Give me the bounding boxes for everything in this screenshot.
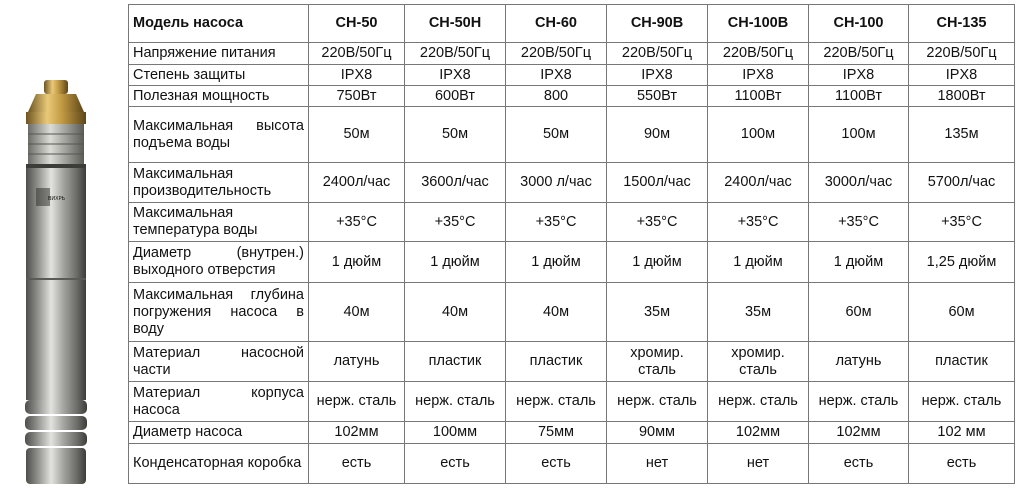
- table-cell: 2400л/час: [708, 163, 809, 203]
- table-cell: 220В/50Гц: [809, 43, 909, 65]
- row-label: Материал насосной части: [129, 342, 309, 382]
- pump-body: [26, 164, 86, 400]
- header-label: Модель насоса: [129, 5, 309, 43]
- row-label: Максимальная производительность: [129, 163, 309, 203]
- table-cell: нерж. сталь: [405, 382, 506, 422]
- table-cell: IPX8: [607, 65, 708, 86]
- table-row: [129, 382, 1015, 422]
- table-cell: 220В/50Гц: [708, 43, 809, 65]
- table-cell: 100м: [708, 107, 809, 163]
- table-cell: есть: [909, 444, 1015, 484]
- model-header: СН-50: [309, 5, 405, 43]
- table-cell: 60м: [909, 283, 1015, 342]
- table-cell: +35°С: [909, 203, 1015, 242]
- table-cell: 1100Вт: [708, 86, 809, 107]
- model-header: СН-135: [909, 5, 1015, 43]
- model-header: СН-100В: [708, 5, 809, 43]
- table-row: [129, 342, 1015, 382]
- table-cell: 35м: [607, 283, 708, 342]
- table-cell: 1 дюйм: [506, 242, 607, 283]
- table-cell: +35°С: [405, 203, 506, 242]
- spec-table: [128, 4, 1015, 484]
- pump-head: [26, 80, 86, 124]
- table-cell: нерж. сталь: [909, 382, 1015, 422]
- table-row: [129, 283, 1015, 342]
- table-cell: 60м: [809, 283, 909, 342]
- table-cell: +35°С: [309, 203, 405, 242]
- table-cell: 800: [506, 86, 607, 107]
- table-row: [129, 86, 1015, 107]
- table-cell: 102мм: [809, 422, 909, 444]
- table-cell: 90мм: [607, 422, 708, 444]
- table-cell: 102мм: [309, 422, 405, 444]
- pump-intake: [28, 124, 84, 164]
- table-cell: 220В/50Гц: [309, 43, 405, 65]
- table-row: [129, 422, 1015, 444]
- table-cell: +35°С: [809, 203, 909, 242]
- table-cell: хромир. сталь: [708, 342, 809, 382]
- table-cell: 1 дюйм: [309, 242, 405, 283]
- table-cell: +35°С: [506, 203, 607, 242]
- table-cell: 40м: [506, 283, 607, 342]
- table-cell: нерж. сталь: [809, 382, 909, 422]
- table-cell: 90м: [607, 107, 708, 163]
- row-label: Материал корпуса насоса: [129, 382, 309, 422]
- row-label: Степень защиты: [129, 65, 309, 86]
- table-cell: 100мм: [405, 422, 506, 444]
- table-cell: IPX8: [708, 65, 809, 86]
- table-row: [129, 203, 1015, 242]
- row-label: Максимальная температура воды: [129, 203, 309, 242]
- table-cell: есть: [506, 444, 607, 484]
- table-cell: 1100Вт: [809, 86, 909, 107]
- table-cell: 1 дюйм: [607, 242, 708, 283]
- row-label: Диаметр (внутрен.) выходного отверстия: [129, 242, 309, 283]
- table-cell: +35°С: [708, 203, 809, 242]
- table-cell: 75мм: [506, 422, 607, 444]
- table-cell: нет: [607, 444, 708, 484]
- table-cell: 1 дюйм: [708, 242, 809, 283]
- table-row: [129, 242, 1015, 283]
- table-cell: 40м: [309, 283, 405, 342]
- table-cell: 1 дюйм: [809, 242, 909, 283]
- model-header: СН-100: [809, 5, 909, 43]
- table-cell: есть: [405, 444, 506, 484]
- row-label: Максимальная высота подъема воды: [129, 107, 309, 163]
- table-row: [129, 43, 1015, 65]
- table-cell: IPX8: [909, 65, 1015, 86]
- row-label: Полезная мощность: [129, 86, 309, 107]
- table-cell: 135м: [909, 107, 1015, 163]
- table-row: [129, 444, 1015, 484]
- table-cell: пластик: [506, 342, 607, 382]
- table-cell: 550Вт: [607, 86, 708, 107]
- table-cell: латунь: [809, 342, 909, 382]
- table-cell: IPX8: [809, 65, 909, 86]
- table-cell: IPX8: [309, 65, 405, 86]
- table-cell: есть: [809, 444, 909, 484]
- table-cell: 50м: [405, 107, 506, 163]
- table-cell: нет: [708, 444, 809, 484]
- model-header: СН-50Н: [405, 5, 506, 43]
- table-header-row: [129, 5, 1015, 43]
- table-cell: 2400л/час: [309, 163, 405, 203]
- table-cell: хромир. сталь: [607, 342, 708, 382]
- pump-bottom-rings: [25, 400, 87, 484]
- table-cell: 600Вт: [405, 86, 506, 107]
- table-cell: есть: [309, 444, 405, 484]
- table-cell: 50м: [506, 107, 607, 163]
- table-cell: пластик: [909, 342, 1015, 382]
- table-cell: 1500л/час: [607, 163, 708, 203]
- table-cell: нерж. сталь: [506, 382, 607, 422]
- table-cell: латунь: [309, 342, 405, 382]
- table-cell: 220В/50Гц: [909, 43, 1015, 65]
- pump-image: [14, 78, 98, 488]
- row-label: Напряжение питания: [129, 43, 309, 65]
- table-cell: +35°С: [607, 203, 708, 242]
- table-cell: 102 мм: [909, 422, 1015, 444]
- table-cell: нерж. сталь: [708, 382, 809, 422]
- table-cell: 220В/50Гц: [607, 43, 708, 65]
- table-row: [129, 65, 1015, 86]
- row-label: Максимальная глубина погружения насоса в воду: [129, 283, 309, 342]
- table-row: [129, 163, 1015, 203]
- table-cell: 40м: [405, 283, 506, 342]
- table-cell: 5700л/час: [909, 163, 1015, 203]
- table-cell: 3600л/час: [405, 163, 506, 203]
- table-cell: 100м: [809, 107, 909, 163]
- table-cell: нерж. сталь: [607, 382, 708, 422]
- table-cell: 102мм: [708, 422, 809, 444]
- table-cell: IPX8: [405, 65, 506, 86]
- table-cell: 750Вт: [309, 86, 405, 107]
- model-header: СН-60: [506, 5, 607, 43]
- table-cell: 1800Вт: [909, 86, 1015, 107]
- row-label: Конденсаторная коробка: [129, 444, 309, 484]
- table-cell: 220В/50Гц: [506, 43, 607, 65]
- table-cell: 35м: [708, 283, 809, 342]
- table-cell: пластик: [405, 342, 506, 382]
- table-cell: 220В/50Гц: [405, 43, 506, 65]
- table-row: [129, 107, 1015, 163]
- table-cell: IPX8: [506, 65, 607, 86]
- row-label: Диаметр насоса: [129, 422, 309, 444]
- table-cell: 3000 л/час: [506, 163, 607, 203]
- table-cell: нерж. сталь: [309, 382, 405, 422]
- table-cell: 1 дюйм: [405, 242, 506, 283]
- pump-brand-label: ВИХРЬ: [48, 196, 66, 202]
- table-cell: 1,25 дюйм: [909, 242, 1015, 283]
- table-cell: 50м: [309, 107, 405, 163]
- table-cell: 3000л/час: [809, 163, 909, 203]
- model-header: СН-90В: [607, 5, 708, 43]
